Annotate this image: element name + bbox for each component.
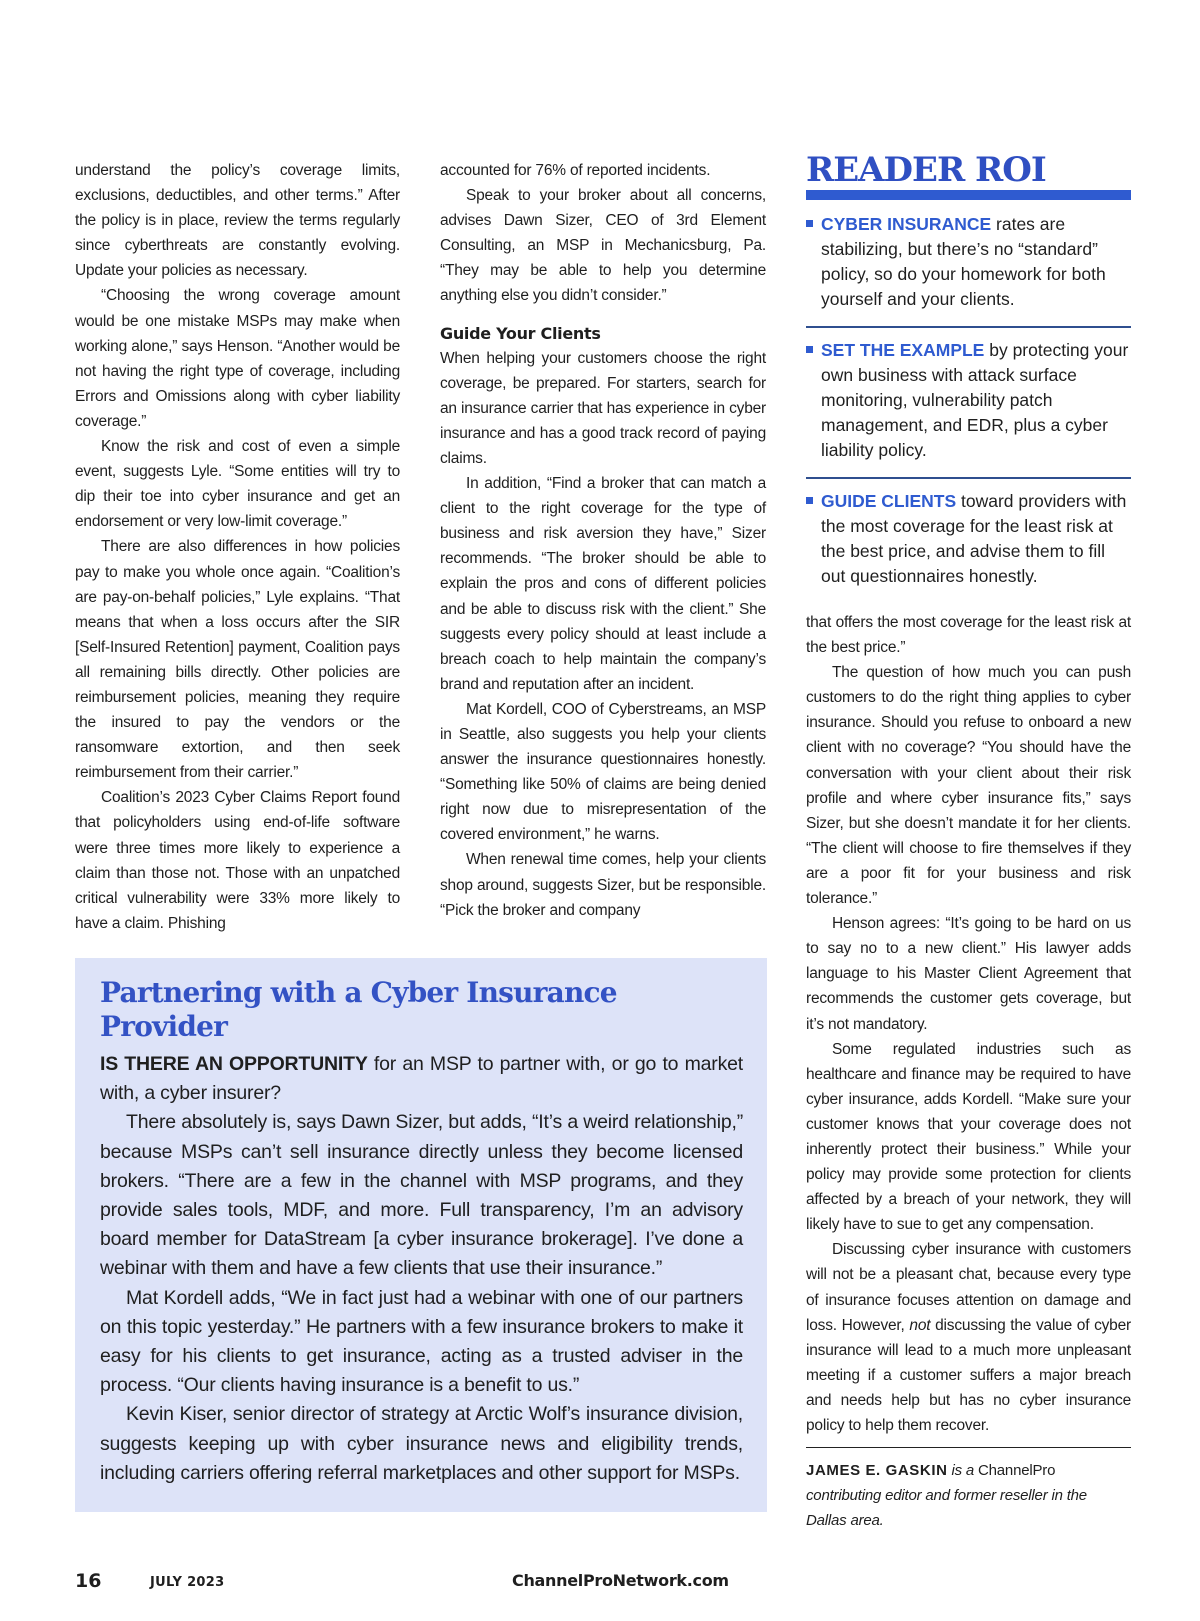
paragraph-text: for an MSP to partner with, or go to market with, a cyber insurer? (100, 1053, 743, 1105)
paragraph: that offers the most coverage for the least risk at the best price.” (806, 614, 1131, 657)
roi-item-text: by protecting your own business with attack surface monitoring, vulnerability patch management, and EDR, plus a cyber liability policy. (821, 340, 1129, 460)
paragraph: Mat Kordell, COO of Cyberstreams, an MSP in Seattle, also suggests you help your clients answer the insurance questionnaires honestly. “Something like 50% of claims are being denied right now due to misrepresentation of the covered environment,” he warns. (440, 700, 766, 844)
paragraph: Speak to your broker about all concerns, advises Dawn Sizer, CEO of 3rd Element Consulting, an MSP in Mechanicsburg, Pa. “They may be able to help you determine anything else you didn’t consider.” (440, 187, 766, 305)
paragraph: Henson agrees: “It’s going to be hard on us to say no to a new client.” His lawyer adds language to his Master Client Agreement that recommends the customer gets coverage, but it’s not mandatory. (806, 915, 1131, 1033)
paragraph: There are also differences in how policies pay to make you whole once again. “Coalition’s are pay-on-behalf policies,” Lyle explains. “That means that when a loss occurs after the SIR [Self-Insured Retention] payment, Coalition pays all remaining bills directly. Other policies are reimbursement policies, meaning they require the insured to pay the vendors or the ransomware extortion, and then seek reimbursement from their carrier.” (75, 538, 400, 782)
square-bullet-icon (806, 497, 813, 504)
site-url: ChannelProNetwork.com (512, 1571, 729, 1590)
issue-date: JULY 2023 (150, 1575, 225, 1590)
article-column-1 (75, 158, 400, 936)
roi-item (806, 212, 1131, 328)
square-bullet-icon (806, 220, 813, 227)
page-number: 16 (75, 1570, 102, 1592)
paragraph: Coalition’s 2023 Cyber Claims Report found that policyholders using end-of-life software were three times more likely to experience a claim than those not. Those with an unpatched critical vulnerability were 33% more likely to have a claim. Phishing (75, 789, 400, 932)
section-subhead: Guide Your Clients (440, 323, 601, 343)
paragraph: Know the risk and cost of even a simple event, suggests Lyle. “Some entities will try to dip their toe into cyber insurance and get an endorsement or very low-limit coverage.” (75, 438, 400, 531)
reader-roi-title: READER ROI (806, 150, 1131, 200)
roi-item-text: toward providers with the most coverage for the least risk at the best price, and advise them to fill out questionnaires honestly. (821, 491, 1127, 586)
paragraph: There absolutely is, says Dawn Sizer, but adds, “It’s a weird relationship,” because MSPs can’t sell insurance directly unless they become licensed brokers. “There are a few in the channel with MSP programs, and they provide sales tools, MDF, and more. Full transparency, I’m an advisory board member for DataStream [a cyber insurance brokerage]. I’ve done a webinar with them and have a few clients that use their insurance.” (100, 1111, 743, 1280)
sidebar-box (75, 958, 767, 1512)
byline-divider (806, 1447, 1131, 1448)
paragraph: The question of how much you can push customers to do the right thing applies to cyber insurance. Should you refuse to onboard a new client with no coverage? “You should have the conversation with your client about their risk profile and where cyber insurance fits,” says Sizer, but she doesn’t mandate it for her clients. “The client will choose to fire themselves if they are a poor fit for your business and risk tolerance.” (806, 664, 1131, 908)
roi-item (806, 489, 1131, 603)
paragraph (100, 1050, 743, 1108)
paragraph: Some regulated industries such as healthcare and finance may be required to have cyber insurance, adds Kordell. “Make sure your customer knows that your coverage does not inherently protect their business.” While your policy may provide some protection for clients affected by a breach of your network, they will likely have to sue to get any compensation. (806, 1040, 1131, 1234)
paragraph-text: discussing the value of cyber insurance will lead to a much more unpleasant meeting if a customer suffers a major breach and needs help but has no cyber insurance policy to help them recover. (806, 1316, 1131, 1434)
paragraph: accounted for 76% of reported incidents. (440, 162, 711, 179)
paragraph (806, 1237, 1131, 1438)
sidebar-lead: IS THERE AN OPPORTUNITY (100, 1053, 368, 1075)
author-byline (806, 1458, 1131, 1533)
byline-text: contributing editor and former reseller in the Dallas area. (806, 1487, 1087, 1529)
paragraph: When renewal time comes, help your clients shop around, suggests Sizer, but be responsible. “Pick the broker and company (440, 851, 766, 919)
emphasis-text: not (909, 1316, 931, 1334)
roi-item-lead: CYBER INSURANCE (821, 214, 992, 234)
paragraph: Mat Kordell adds, “We in fact just had a webinar with one of our partners on this topic yesterday.” He partners with a few insurance brokers to make it easy for his clients to get insurance, acting as a trusted adviser in the process. “Our clients having insurance is a benefit to us.” (100, 1286, 743, 1397)
roi-item (806, 338, 1131, 479)
roi-item-text: rates are stabilizing, but there’s no “standard” policy, so do your homework for both yourself and your clients. (821, 214, 1106, 309)
roi-item-lead: SET THE EXAMPLE (821, 340, 985, 360)
paragraph: In addition, “Find a broker that can match a client to the right coverage for the type of business and risk aversion they have,” Sizer recommends. “The broker should be able to explain the pros and cons of different policies and be able to discuss risk with the client.” She suggests every policy should at least include a breach coach to help maintain the company’s brand and reputation after an incident. (440, 475, 766, 693)
sidebar-title: Partnering with a Cyber Insurance Provider (100, 976, 617, 1043)
paragraph-text: Discussing cyber insurance with customers will not be a pleasant chat, because every type of insurance focuses attention on damage and loss. However, (806, 1241, 1131, 1334)
article-column-3 (806, 610, 1131, 1438)
byline-text: is a (947, 1462, 979, 1479)
article-column-2 (440, 158, 766, 923)
paragraph: Kevin Kiser, senior director of strategy at Arctic Wolf’s insurance division, suggests keeping up with cyber insurance news and eligibility trends, including carriers offering referral marketplaces and other support for MSPs. (100, 1403, 743, 1484)
paragraph: understand the policy’s coverage limits, exclusions, deductibles, and other terms.” After the policy is in place, review the terms regularly since cyberthreats are constantly evolving. Update your policies as necessary. (75, 162, 400, 280)
roi-item-lead: GUIDE CLIENTS (821, 491, 957, 511)
publication-name: ChannelPro (978, 1462, 1056, 1479)
paragraph: When helping your customers choose the right coverage, be prepared. For starters, search for an insurance carrier that has experience in cyber insurance and has a good track record of paying claims. (440, 349, 766, 467)
square-bullet-icon (806, 346, 813, 353)
paragraph: “Choosing the wrong coverage amount would be one mistake MSPs may make when working alone,” says Henson. “Another would be not having the right type of coverage, including Errors and Omissions along with cyber liability coverage.” (75, 287, 400, 430)
author-name: JAMES E. GASKIN (806, 1462, 948, 1479)
reader-roi-box (806, 150, 1131, 603)
